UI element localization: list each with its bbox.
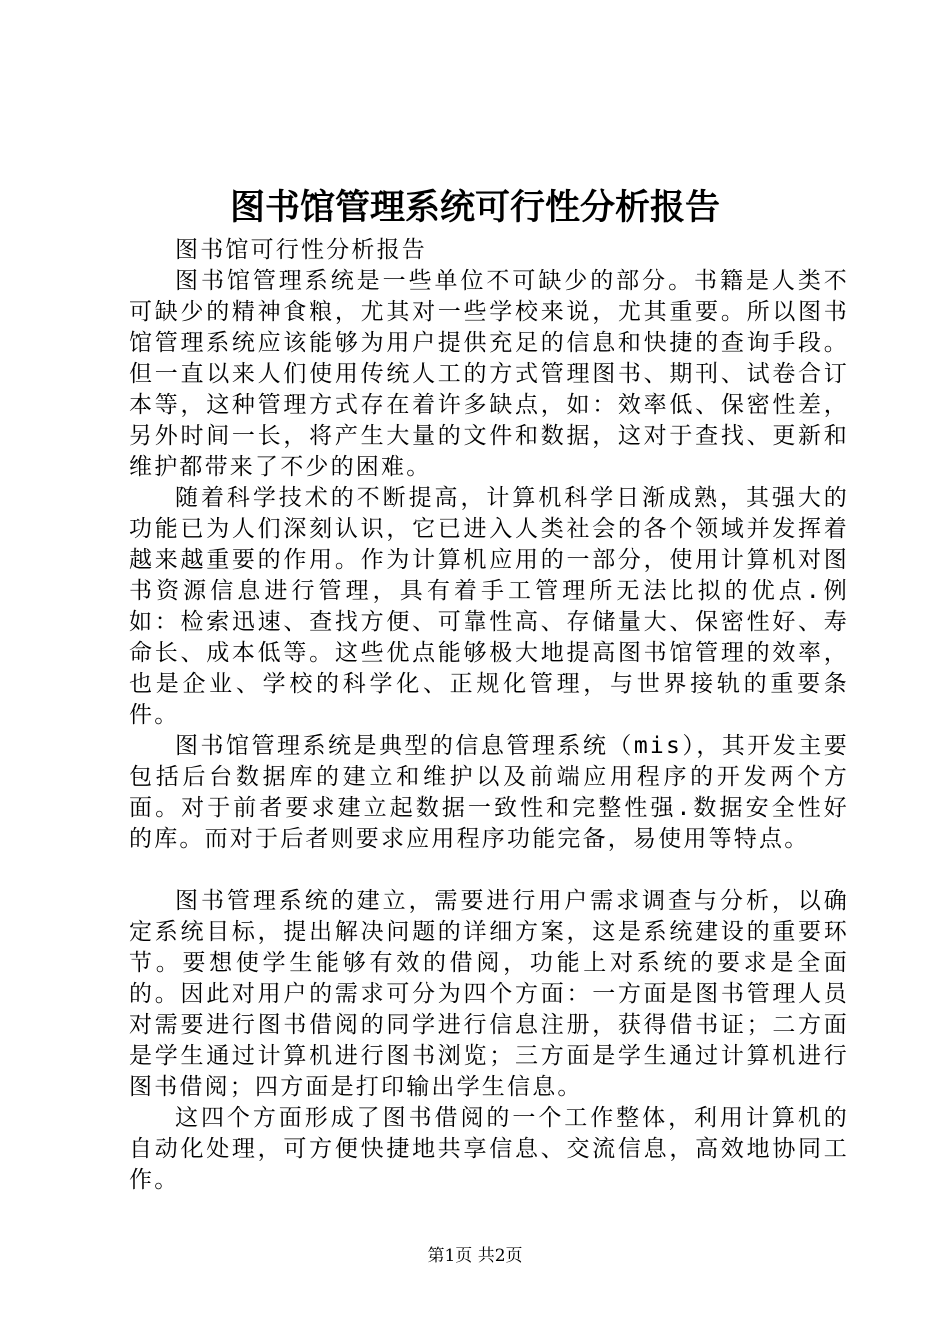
body-paragraph: 图书馆管理系统是一些单位不可缺少的部分。书籍是人类不可缺少的精神食粮，尤其对一些学校来说，尤其重要。所以图书馆管理系统应该能够为用户提供充足的信息和快捷的查询手段。但一直以来人们使用传统人工的方式管理图书、期刊、试卷合订本等，这种管理方式存在着许多缺点，如：效率低、保密性差，另外时间一长，将产生大量的文件和数据，这对于查找、更新和维护都带来了不少的困难。 — [129, 268, 849, 480]
document-title: 图书馆管理系统可行性分析报告 — [229, 187, 720, 228]
body-paragraph: 随着科学技术的不断提高，计算机科学日渐成熟，其强大的功能已为人们深刻认识，它已进入人类社会的各个领域并发挥着越来越重要的作用。作为计算机应用的一部分，使用计算机对图书资源信息进行管理，具有着手工管理所无法比拟的优点.例如：检索迅速、查找方便、可靠性高、存储量大、保密性好、寿命长、成本低等。这些优点能够极大地提高图书馆管理的效率，也是企业、学校的科学化、正规化管理，与世界接轨的重要条件。 — [129, 485, 849, 728]
page-footer: 第1页 共2页 — [427, 1246, 523, 1266]
body-paragraph: 图书管理系统的建立，需要进行用户需求调查与分析，以确定系统目标，提出解决问题的详细方案，这是系统建设的重要环节。要想使学生能够有效的借阅，功能上对系统的要求是全面的。因此对用户的需求可分为四个方面：一方面是图书管理人员对需要进行图书借阅的同学进行信息注册，获得借书证；二方面是学生通过计算机进行图书浏览；三方面是学生通过计算机进行图书借阅；四方面是打印输出学生信息。 — [129, 888, 849, 1100]
body-paragraph: 图书馆管理系统是典型的信息管理系统（mis），其开发主要包括后台数据库的建立和维护以及前端应用程序的开发两个方面。对于前者要求建立起数据一致性和完整性强.数据安全性好的库。而对于后者则要求应用程序功能完备，易使用等特点。 — [129, 733, 849, 852]
body-paragraph: 这四个方面形成了图书借阅的一个工作整体，利用计算机的自动化处理，可方便快捷地共享信息、交流信息，高效地协同工作。 — [129, 1105, 849, 1193]
document-body — [129, 235, 849, 1196]
subtitle-paragraph: 图书馆可行性分析报告 — [175, 237, 427, 263]
paragraph-spacer — [129, 855, 849, 886]
